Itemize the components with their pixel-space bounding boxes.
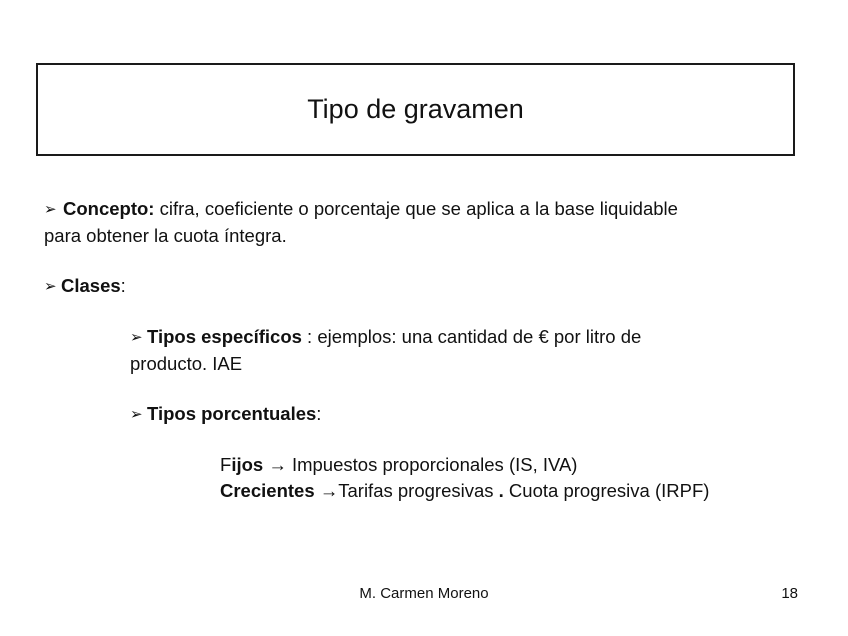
slide-title-box [36,63,795,156]
clases-heading [44,273,804,300]
crecientes-text-a: Tarifas progresivas [338,480,499,501]
clases-suffix: : [120,275,126,296]
tipos-especificos-text-line1: : ejemplos: una cantidad de € por litro de [301,326,642,347]
crecientes-label: Crecientes [220,480,315,501]
crecientes-line [220,478,804,504]
fijos-text: Impuestos proporcionales (IS, IVA) [291,454,578,475]
arrow-bullet-icon: ➢ [44,201,57,218]
slide-body [44,196,804,504]
page-number: 18 [781,585,798,602]
tipos-porcentuales-label: Tipos porcentuales [147,403,317,424]
slide-title: Tipo de gravamen [307,94,524,124]
crecientes-dot: . [498,480,504,501]
fijos-label: ijos [231,454,264,475]
concepto-paragraph [44,196,804,249]
right-arrow-icon: → [314,480,339,501]
clases-label: Clases [61,275,121,296]
concepto-label: Concepto: [63,198,155,219]
tipos-porcentuales-suffix: : [316,403,322,424]
tipos-porcentuales-heading [130,401,804,428]
arrow-bullet-icon: ➢ [130,406,143,423]
tipos-especificos-text-line2: producto. IAE [130,353,243,374]
arrow-bullet-icon: ➢ [44,278,57,295]
fijos-line [220,452,804,478]
tipos-especificos-label: Tipos específicos [147,326,302,347]
right-arrow-icon: → [263,454,292,475]
tipos-especificos-paragraph [130,324,804,377]
footer-author: M. Carmen Moreno [359,585,489,602]
fijos-prefix: F [220,454,232,475]
concepto-text-line1: cifra, coeficiente o porcentaje que se aplica a la base liquidable [154,198,678,219]
arrow-bullet-icon: ➢ [130,329,143,346]
concepto-text-line2: para obtener la cuota íntegra. [44,225,287,246]
crecientes-text-b: Cuota progresiva (IRPF) [503,480,710,501]
